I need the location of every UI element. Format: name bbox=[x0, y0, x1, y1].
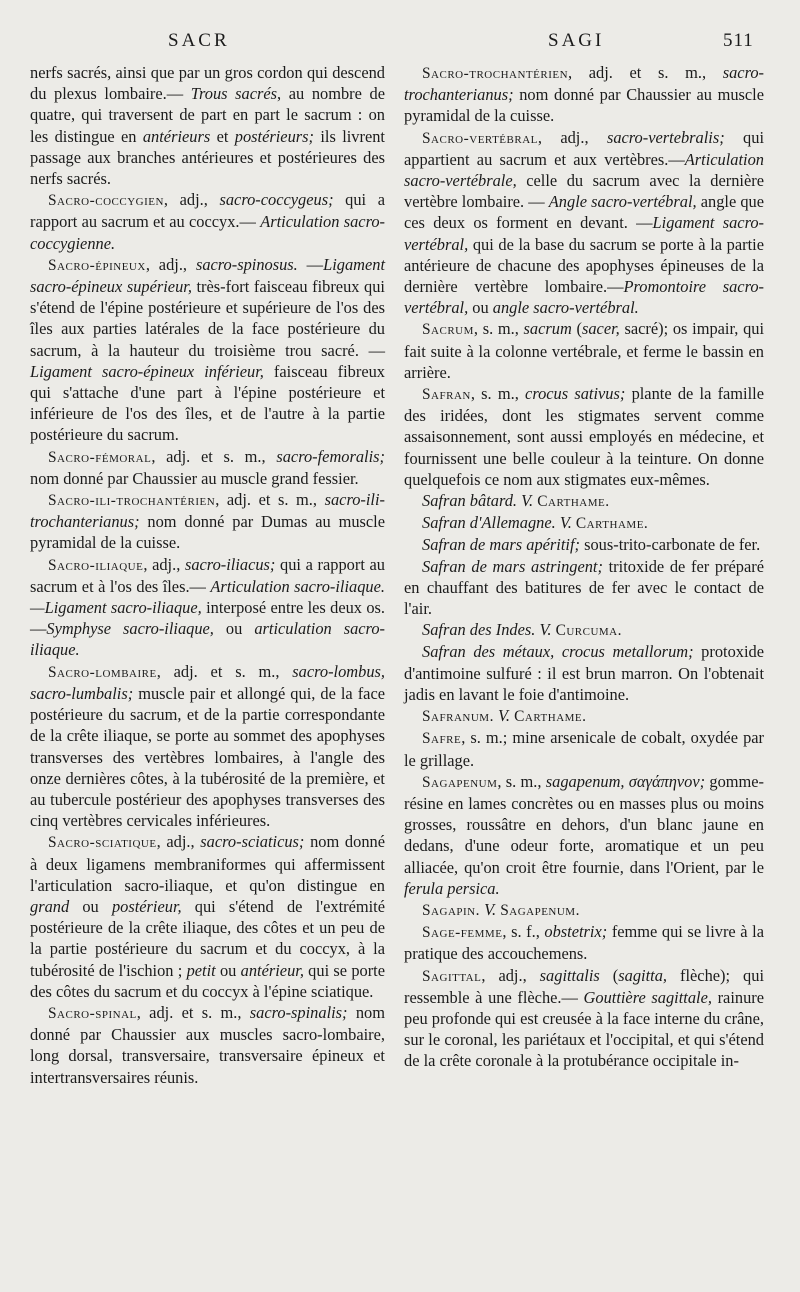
entry-text: ils livrent passage aux branches antérieures et postérieures des nerfs sacrés. bbox=[30, 126, 385, 189]
dictionary-entry bbox=[30, 254, 385, 446]
entry-text: , adj. et s. m., bbox=[156, 661, 293, 681]
entry-italic-text: sacro-vertebralis; bbox=[606, 127, 725, 147]
dictionary-entry bbox=[404, 921, 764, 964]
entry-text: , adj., bbox=[156, 832, 201, 852]
entry-text: qui a rapport au sacrum et à l'os des îles.— bbox=[30, 554, 385, 596]
entry-italic-text: Angle sacro-vertébral, bbox=[548, 192, 697, 212]
entry-headword: Safran bbox=[422, 386, 471, 404]
running-head-right: SAGI bbox=[548, 30, 605, 51]
entry-italic-text: sagitta, bbox=[618, 965, 667, 985]
entry-headword: Sacro-ili-trochantérien bbox=[48, 492, 216, 510]
entry-text: très-fort faisceau fibreux qui s'étend de l'épine postérieure et supérieure de l'os des îles aux parties latérales de la face postérieure du sacrum, à la hauteur du troisième trou sacré. — bbox=[30, 277, 385, 360]
entry-text: nom donné par Chaussier au muscle pyramidal de la cuisse. bbox=[404, 85, 764, 126]
entry-headword: Sage-femme bbox=[422, 924, 503, 942]
entry-text: interposé entre les deux os. — bbox=[30, 598, 385, 639]
entry-italic-text: Safran des métaux, crocus metallorum; bbox=[422, 642, 694, 662]
dictionary-entry bbox=[404, 490, 764, 512]
entry-headword: Sacro-coccygien bbox=[48, 192, 164, 210]
entry-italic-text: V. bbox=[539, 620, 552, 640]
entry-text: muscle pair et allongé qui, de la face postérieure du sacrum, et de la partie correspondante de la crête iliaque, se porte au sommet des apophyses transverses des vertèbres lombaires, à l'angle des onze dernières côtes, à la tubérosité de la première, et au tubercule postérieur des apophyses transverses des cinq vertèbres cervicales inférieures. bbox=[30, 683, 385, 831]
entry-italic-text: V. bbox=[498, 706, 511, 726]
dictionary-entry bbox=[404, 534, 764, 555]
entry-headword: Sagapenum. bbox=[500, 901, 580, 919]
entry-headword: Sacro-fémoral bbox=[48, 448, 152, 466]
entry-italic-text: obstetrix; bbox=[544, 922, 608, 942]
entry-italic-text: sacro-iliacus; bbox=[184, 554, 276, 574]
entry-italic-text: Ligament sacro-vertébral, bbox=[404, 213, 764, 254]
entry-text: nerfs sacrés, ainsi que par un gros cordon qui descend du plexus lombaire.— bbox=[30, 63, 385, 104]
entry-italic-text: grand bbox=[30, 896, 70, 916]
entry-italic-text: sacro-trochanterianus; bbox=[404, 63, 764, 105]
entry-text: nom donné par Chaussier au muscle grand fessier. bbox=[30, 468, 359, 488]
dictionary-entry bbox=[404, 556, 764, 620]
entry-text: , s. m., bbox=[497, 771, 546, 791]
entry-italic-text: crocus sativus; bbox=[525, 384, 626, 404]
entry-italic-text: V. bbox=[521, 491, 534, 511]
entry-italic-text: postérieurs; bbox=[234, 126, 314, 146]
entry-italic-text: Trous sacrés bbox=[190, 84, 278, 104]
entry-text: gomme-résine en lames concrètes ou en masses plus ou moins grosses, roussâtre en dehors, d'un blanc jaune en dedans, d'une odeur forte, aromatique et un peu alliacée, qu'on croit être fournie, dans l'Orient, par le bbox=[404, 771, 765, 877]
entry-text: , adj. et s. m., bbox=[136, 1002, 250, 1022]
dictionary-entry bbox=[404, 727, 764, 770]
entry-italic-text: sacer, bbox=[581, 319, 620, 339]
entry-headword: Safranum. bbox=[422, 708, 494, 726]
entry-text: , au nombre de quatre, qui traversent de part en part le sacrum : on les distingue en bbox=[30, 84, 385, 146]
dictionary-entry bbox=[404, 318, 764, 383]
dictionary-entry bbox=[404, 899, 764, 921]
entry-text: rainure peu profonde qui est creusée à la face interne du crâne, sur le coronal, les pariétaux et l'occipital, et qui s'étend de la crête coronale à la protubérance occipitale in- bbox=[404, 987, 765, 1071]
running-head bbox=[0, 30, 800, 60]
dictionary-entry bbox=[404, 641, 764, 705]
entry-italic-text: V. bbox=[484, 899, 497, 919]
entry-italic-text: Safran de mars astringent; bbox=[422, 556, 603, 576]
dictionary-entry bbox=[404, 771, 764, 899]
dictionary-entry bbox=[30, 831, 385, 1002]
entry-text: flèche); qui ressemble à une flèche.— bbox=[404, 965, 764, 1007]
entry-text: , adj., bbox=[537, 127, 607, 147]
page-number: 511 bbox=[723, 30, 754, 51]
dictionary-entry bbox=[404, 127, 764, 319]
entry-text: nom donné à deux ligamens membraniformes qui affermissent l'articulation sacro-iliaque, et qu'on distingue en bbox=[30, 832, 385, 895]
dictionary-entry bbox=[404, 965, 764, 1072]
entry-text: et bbox=[210, 126, 235, 146]
entry-text: ( bbox=[571, 319, 582, 339]
entry-text: , s. m., bbox=[473, 319, 524, 339]
entry-text: , adj., bbox=[481, 965, 540, 985]
dictionary-entry bbox=[30, 661, 385, 832]
dictionary-entry bbox=[404, 705, 764, 727]
entry-headword: Safre bbox=[422, 730, 462, 748]
dictionary-entry bbox=[404, 512, 764, 534]
entry-headword: Sagittal bbox=[422, 967, 482, 985]
dictionary-entry bbox=[30, 189, 385, 254]
entry-italic-text: Promontoire sacro-vertébral, bbox=[404, 277, 764, 318]
entry-headword: Sacro-lombaire bbox=[48, 663, 157, 681]
entry-text: nom donné par Dumas au muscle pyramidal de la cuisse. bbox=[30, 512, 385, 553]
entry-italic-text: Safran de mars apéritif; bbox=[422, 535, 580, 555]
dictionary-entry bbox=[30, 489, 385, 554]
entry-italic-text: Articulation sacro-vertébrale, bbox=[404, 149, 764, 191]
entry-text: angle que ces deux os forment en devant. — bbox=[404, 192, 765, 233]
entry-headword: Carthame. bbox=[514, 708, 587, 726]
entry-text: sous-trito-carbonate de fer. bbox=[579, 535, 761, 555]
entry-text: ( bbox=[599, 965, 619, 985]
entry-italic-text: angle sacro-vertébral. bbox=[492, 298, 639, 318]
entry-text: qui s'étend de l'extrémité postérieure de la crête iliaque, des côtes et un peu de la partie postérieure du sacrum et du coccyx, à la tubérosité de l'ischion ; bbox=[30, 896, 385, 980]
entry-italic-text: antérieur, bbox=[240, 960, 304, 980]
entry-italic-text: articulation sacro-iliaque. bbox=[30, 619, 385, 660]
entry-text: protoxide d'antimoine sulfuré : il est brun marron. On l'obtenait jadis en lavant le foie d'antimoine. bbox=[404, 642, 764, 704]
entry-text: plante de la famille des iridées, dont les stigmates servent comme assaisonnement, sont aussi employés en médecine, et fournissent une belle couleur à la teinture. On donne quelquefois ce nom aux stigmates eux-mêmes. bbox=[404, 384, 764, 489]
entry-italic-text: sacro-coccygeus; bbox=[219, 190, 334, 210]
entry-text: , adj., bbox=[143, 554, 185, 574]
right-column bbox=[404, 62, 764, 1072]
entry-text: celle du sacrum avec la dernière vertèbre lombaire. — bbox=[404, 171, 764, 212]
entry-italic-text: antérieurs bbox=[142, 126, 211, 146]
entry-italic-text: Ligament sacro-épineux supérieur, bbox=[30, 254, 385, 297]
entry-text: , adj., bbox=[163, 190, 220, 210]
entry-headword: Sacro-iliaque bbox=[48, 556, 144, 574]
entry-headword: Sacro-sciatique bbox=[48, 834, 157, 852]
dictionary-entry bbox=[30, 1002, 385, 1088]
entry-italic-text: sacro-spinalis; bbox=[249, 1002, 348, 1022]
entry-text: ou bbox=[69, 896, 112, 916]
entry-text: , adj., bbox=[145, 254, 196, 274]
entry-headword: Sagapenum bbox=[422, 773, 498, 791]
dictionary-entry bbox=[30, 446, 385, 489]
entry-headword: Sacrum bbox=[422, 321, 474, 339]
entry-headword: Sagapin. bbox=[422, 901, 480, 919]
entry-text: ou bbox=[468, 298, 493, 318]
entry-italic-text: Safran d'Allemagne. bbox=[422, 513, 556, 533]
entry-text: — bbox=[297, 254, 324, 274]
entry-text: qui de la base du sacrum se porte à la partie antérieure de chacune des apophyses épineuses de la dernière vertèbre lombaire.— bbox=[404, 234, 764, 297]
entry-text: nom donné par Chaussier aux muscles sacro-lombaire, long dorsal, transversaire, transversaire épineux et intertransversaires réunis. bbox=[30, 1002, 385, 1087]
entry-italic-text: Symphyse sacro-iliaque, bbox=[46, 619, 214, 639]
entry-text: faisceau fibreux qui s'attache d'une part à l'épine postérieure et inférieure de l'os des îles, et de l'autre à la partie postérieure du sacrum. bbox=[30, 361, 385, 445]
entry-text: ou bbox=[215, 960, 241, 980]
entry-text: , adj. et s. m., bbox=[215, 490, 325, 510]
entry-headword: Carthame. bbox=[575, 515, 649, 533]
entry-italic-text: Safran bâtard. bbox=[422, 491, 518, 511]
dictionary-entry bbox=[404, 619, 764, 641]
running-head-left: SACR bbox=[168, 30, 230, 51]
entry-headword: Sacro-trochantérien bbox=[422, 65, 569, 82]
dictionary-entry bbox=[404, 62, 764, 127]
entry-headword: Sacro-vertébral bbox=[422, 129, 538, 147]
entry-italic-text: sacro-ili-trochanterianus; bbox=[30, 490, 385, 532]
entry-italic-text: sacro-femoralis; bbox=[276, 446, 385, 466]
dictionary-entry bbox=[404, 383, 764, 490]
entry-italic-text: Ligament sacro-épineux inférieur, bbox=[30, 361, 264, 381]
entry-italic-text: Gouttière sagittale, bbox=[583, 987, 712, 1007]
entry-italic-text: sacro-spinosus. bbox=[195, 254, 298, 274]
left-column bbox=[30, 62, 385, 1088]
entry-headword: Sacro-épineux bbox=[48, 256, 146, 274]
entry-italic-text: postérieur, bbox=[111, 896, 182, 916]
entry-italic-text: Articulation sacro-iliaque.—Ligament sacro-iliaque, bbox=[30, 576, 385, 618]
entry-text: sacré); os impair, qui fait suite à la colonne vertébrale, et ferme le bassin en arrière. bbox=[404, 319, 765, 382]
entry-text: , s. m.; mine arsenicale de cobalt, oxydée par le grillage. bbox=[404, 728, 764, 770]
entry-text: qui a rapport au sacrum et au coccyx.— bbox=[30, 190, 385, 232]
entry-text: , s. f., bbox=[502, 922, 545, 942]
entry-headword: Sacro-spinal bbox=[48, 1004, 137, 1022]
entry-italic-text: ferula persica. bbox=[404, 878, 500, 898]
dictionary-entry bbox=[30, 554, 385, 661]
entry-italic-text: sacro-sciaticus; bbox=[200, 832, 305, 852]
entry-italic-text: sacrum bbox=[523, 319, 572, 339]
entry-italic-text: Articulation sacro-coccygienne. bbox=[30, 212, 386, 253]
entry-text: , adj. et s. m., bbox=[151, 446, 277, 466]
entry-italic-text: sagittalis bbox=[539, 965, 600, 985]
entry-text: qui se porte des côtes du sacrum et du coccyx à l'épine sciatique. bbox=[30, 960, 385, 1001]
entry-text: tritoxide de fer préparé en chauffant des batitures de fer avec le contact de l'air. bbox=[404, 556, 765, 619]
continued-paragraph bbox=[30, 62, 385, 189]
entry-text: femme qui se livre à la pratique des accouchemens. bbox=[404, 922, 764, 964]
entry-text: , s. m., bbox=[470, 384, 526, 404]
entry-italic-text: petit bbox=[186, 960, 216, 980]
entry-headword: Curcuma. bbox=[555, 622, 622, 640]
entry-text: qui appartient au sacrum et aux vertèbres.— bbox=[404, 127, 765, 169]
entry-headword: Carthame. bbox=[537, 493, 610, 511]
entry-text: ou bbox=[213, 619, 255, 639]
entry-italic-text: sagapenum, σαγάπηνον; bbox=[545, 771, 706, 791]
entry-italic-text: V. bbox=[559, 513, 572, 533]
entry-text: , adj. et s. m., bbox=[568, 63, 723, 82]
entry-italic-text: Safran des Indes. bbox=[422, 620, 536, 640]
entry-italic-text: sacro-lombus, sacro-lumbalis; bbox=[30, 661, 385, 703]
